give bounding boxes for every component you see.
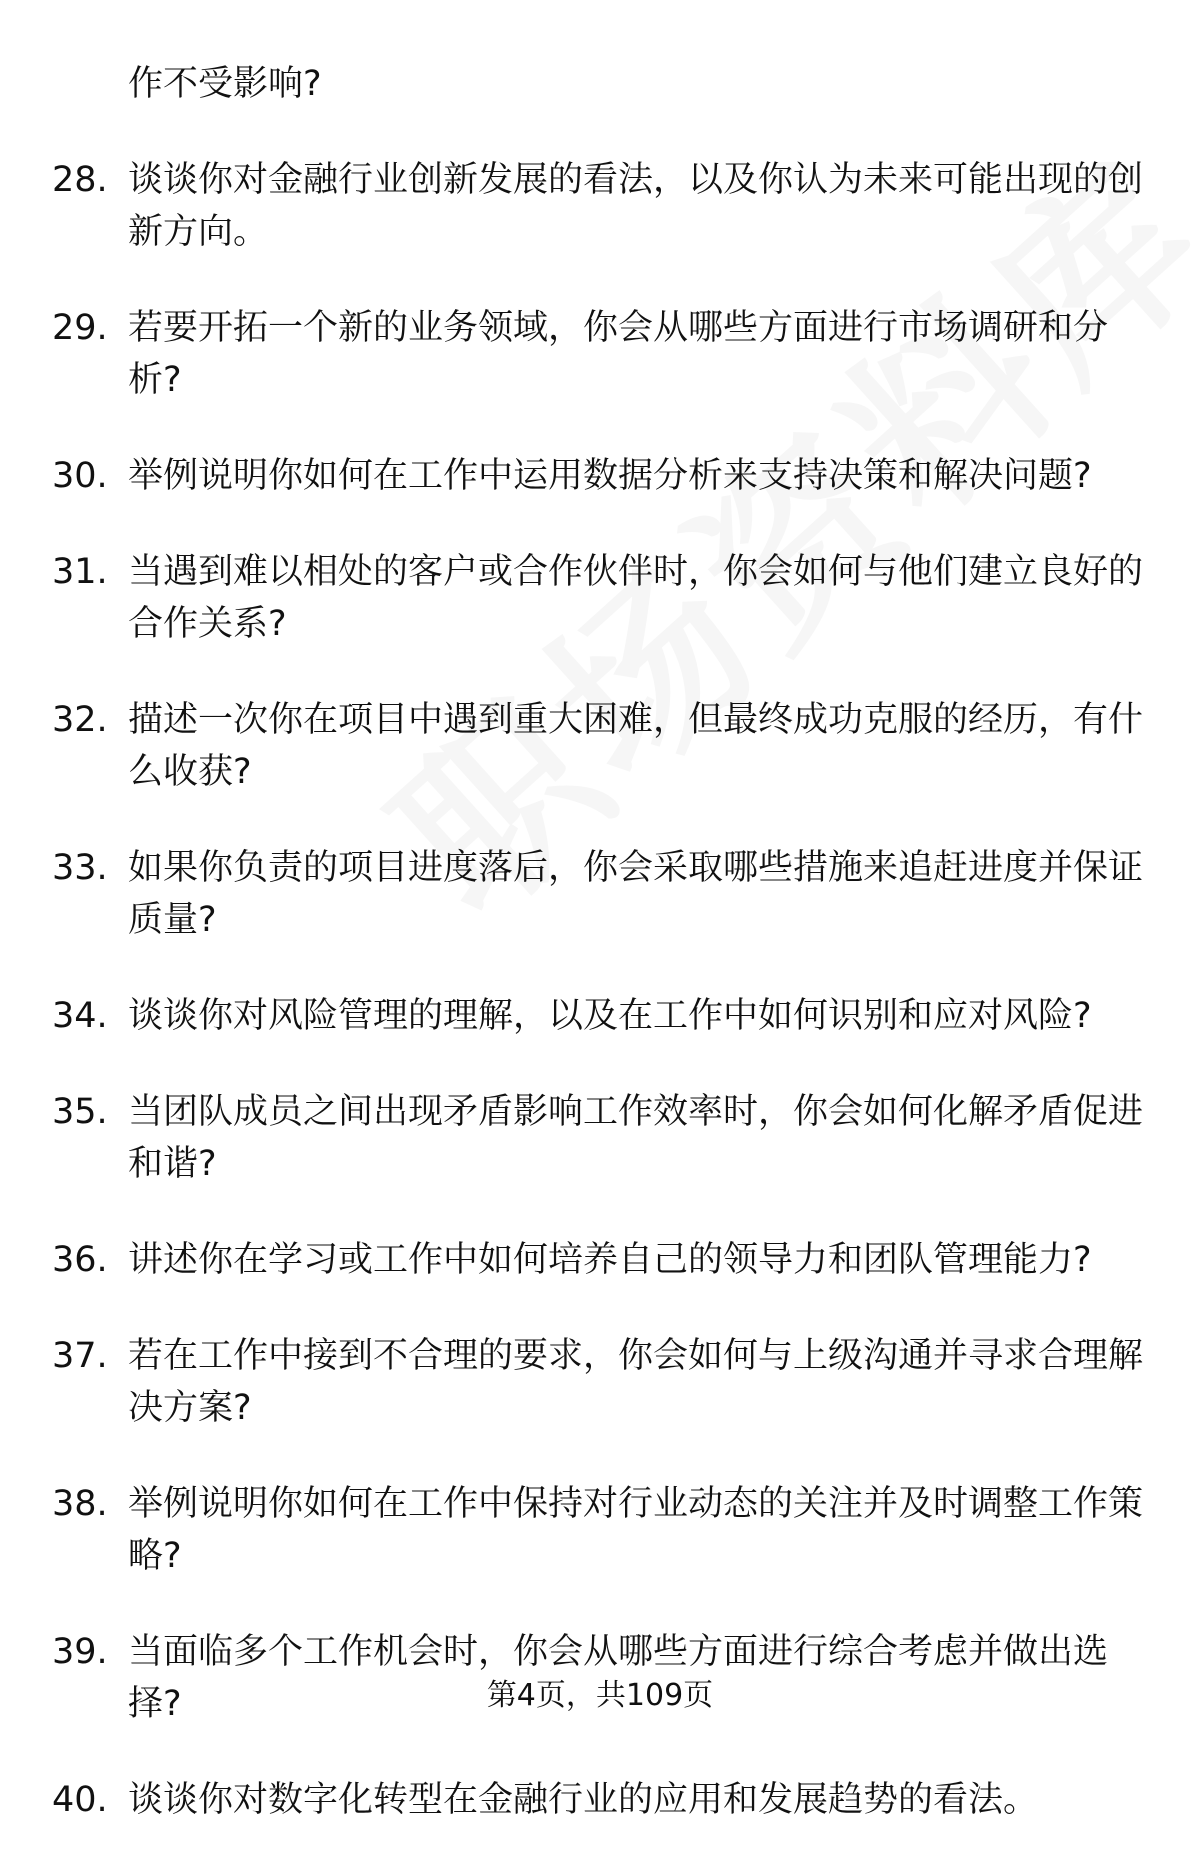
list-item <box>52 1234 1152 1286</box>
question-text: 若在工作中接到不合理的要求，你会如何与上级沟通并寻求合理解决方案? <box>128 1336 1144 1428</box>
list-item <box>52 154 1152 258</box>
list-item <box>52 694 1152 798</box>
question-number: 34. <box>52 996 108 1036</box>
question-text: 若要开拓一个新的业务领域，你会从哪些方面进行市场调研和分析? <box>128 308 1109 400</box>
list-item <box>52 1330 1152 1434</box>
question-text: 描述一次你在项目中遇到重大困难，但最终成功克服的经历，有什么收获? <box>128 700 1144 792</box>
question-list <box>52 58 1152 1870</box>
question-number: 33. <box>52 848 108 888</box>
question-number: 29. <box>52 308 108 348</box>
list-item <box>52 990 1152 1042</box>
list-item <box>52 546 1152 650</box>
list-item <box>52 842 1152 946</box>
list-item <box>52 450 1152 502</box>
question-text: 当团队成员之间出现矛盾影响工作效率时，你会如何化解矛盾促进和谐? <box>128 1092 1144 1184</box>
question-text: 如果你负责的项目进度落后，你会采取哪些措施来追赶进度并保证质量? <box>128 848 1144 940</box>
question-text: 谈谈你对风险管理的理解，以及在工作中如何识别和应对风险? <box>128 996 1092 1036</box>
question-number: 28. <box>52 160 108 200</box>
question-text: 当面临多个工作机会时，你会从哪些方面进行综合考虑并做出选择? <box>128 1632 1109 1724</box>
question-text: 讲述你在学习或工作中如何培养自己的领导力和团队管理能力? <box>128 1240 1092 1280</box>
list-item <box>52 1774 1152 1826</box>
question-number: 36. <box>52 1240 108 1280</box>
list-item <box>52 302 1152 406</box>
list-item <box>52 1086 1152 1190</box>
question-number: 40. <box>52 1780 108 1820</box>
question-number: 39. <box>52 1632 108 1672</box>
question-text: 谈谈你对金融行业创新发展的看法，以及你认为未来可能出现的创新方向。 <box>128 160 1144 252</box>
question-number: 37. <box>52 1336 108 1376</box>
question-number: 35. <box>52 1092 108 1132</box>
question-text: 举例说明你如何在工作中运用数据分析来支持决策和解决问题? <box>128 456 1092 496</box>
question-text: 举例说明你如何在工作中保持对行业动态的关注并及时调整工作策略? <box>128 1484 1144 1576</box>
question-number: 30. <box>52 456 108 496</box>
question-text: 当遇到难以相处的客户或合作伙伴时，你会如何与他们建立良好的合作关系? <box>128 552 1144 644</box>
list-item <box>52 1478 1152 1582</box>
page-footer: 第4页，共109页 <box>486 1678 714 1713</box>
continuation-text: 作不受影响? <box>128 64 322 104</box>
question-text: 谈谈你对数字化转型在金融行业的应用和发展趋势的看法。 <box>128 1780 1039 1820</box>
question-number: 32. <box>52 700 108 740</box>
question-number: 31. <box>52 552 108 592</box>
question-number: 38. <box>52 1484 108 1524</box>
